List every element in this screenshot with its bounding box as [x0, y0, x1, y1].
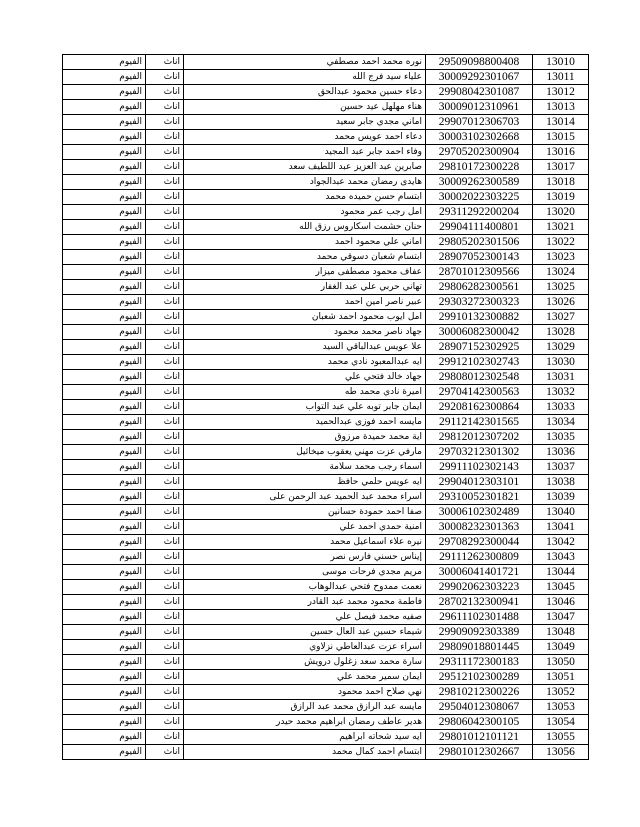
serial-number-cell: 13042 [533, 535, 589, 550]
name-cell: علا عويس عبدالباقي السيد [184, 340, 426, 355]
governorate-cell: الفيوم [63, 490, 146, 505]
name-cell: اماني علي محمود احمد [184, 235, 426, 250]
gender-cell: اناث [146, 460, 184, 475]
national-id-cell: 29910132300882 [426, 310, 533, 325]
governorate-cell: الفيوم [63, 610, 146, 625]
serial-number-cell: 13032 [533, 385, 589, 400]
serial-number-cell: 13050 [533, 655, 589, 670]
gender-cell: اناث [146, 85, 184, 100]
governorate-cell: الفيوم [63, 235, 146, 250]
governorate-cell: الفيوم [63, 325, 146, 340]
national-id-cell: 29509098800408 [426, 55, 533, 70]
name-cell: صابرين عبد العزيز عبد اللطيف سعد [184, 160, 426, 175]
table-row [63, 595, 589, 610]
national-id-cell: 30002022303225 [426, 190, 533, 205]
gender-cell: اناث [146, 175, 184, 190]
governorate-cell: الفيوم [63, 415, 146, 430]
governorate-cell: الفيوم [63, 130, 146, 145]
name-cell: ايه سيد شحاته ابراهيم [184, 730, 426, 745]
serial-number-cell: 13017 [533, 160, 589, 175]
serial-number-cell: 13051 [533, 670, 589, 685]
national-id-cell: 29801012101121 [426, 730, 533, 745]
serial-number-cell: 13038 [533, 475, 589, 490]
governorate-cell: الفيوم [63, 595, 146, 610]
national-id-cell: 28701012309566 [426, 265, 533, 280]
governorate-cell: الفيوم [63, 160, 146, 175]
name-cell: صفا احمد حمودة حسانين [184, 505, 426, 520]
national-id-cell: 29805202301506 [426, 235, 533, 250]
table-row [63, 460, 589, 475]
governorate-cell: الفيوم [63, 535, 146, 550]
gender-cell: اناث [146, 340, 184, 355]
name-cell: دعاء حسين محمود عبدالحق [184, 85, 426, 100]
governorate-cell: الفيوم [63, 190, 146, 205]
gender-cell: اناث [146, 280, 184, 295]
table-row [63, 640, 589, 655]
name-cell: هناء مهلهل عيد حسين [184, 100, 426, 115]
name-cell: مايسه احمد فوزى عبدالحميد [184, 415, 426, 430]
national-id-cell: 29904012303101 [426, 475, 533, 490]
gender-cell: اناث [146, 250, 184, 265]
serial-number-cell: 13056 [533, 745, 589, 760]
serial-number-cell: 13024 [533, 265, 589, 280]
gender-cell: اناث [146, 730, 184, 745]
roster-table [62, 54, 589, 760]
national-id-cell: 29703212301302 [426, 445, 533, 460]
governorate-cell: الفيوم [63, 250, 146, 265]
serial-number-cell: 13037 [533, 460, 589, 475]
national-id-cell: 30006102302489 [426, 505, 533, 520]
table-row [63, 85, 589, 100]
name-cell: ايه عبدالمعبود نادي محمد [184, 355, 426, 370]
serial-number-cell: 13030 [533, 355, 589, 370]
table-row [63, 670, 589, 685]
national-id-cell: 29909092303389 [426, 625, 533, 640]
national-id-cell: 29801012302667 [426, 745, 533, 760]
gender-cell: اناث [146, 205, 184, 220]
serial-number-cell: 13043 [533, 550, 589, 565]
name-cell: هدير عاطف رمضان ابراهيم محمد حيدر [184, 715, 426, 730]
governorate-cell: الفيوم [63, 655, 146, 670]
serial-number-cell: 13055 [533, 730, 589, 745]
governorate-cell: الفيوم [63, 85, 146, 100]
serial-number-cell: 13014 [533, 115, 589, 130]
governorate-cell: الفيوم [63, 520, 146, 535]
table-row [63, 100, 589, 115]
gender-cell: اناث [146, 595, 184, 610]
name-cell: مريم مجدي فرحات موسى [184, 565, 426, 580]
name-cell: سارة محمد سعد زغلول درويش [184, 655, 426, 670]
name-cell: جهاد ناصر محمد محمود [184, 325, 426, 340]
governorate-cell: الفيوم [63, 475, 146, 490]
gender-cell: اناث [146, 295, 184, 310]
national-id-cell: 29907012306703 [426, 115, 533, 130]
governorate-cell: الفيوم [63, 670, 146, 685]
governorate-cell: الفيوم [63, 460, 146, 475]
name-cell: جهاد خالد فتحي علي [184, 370, 426, 385]
national-id-cell: 30006041401721 [426, 565, 533, 580]
table-row [63, 655, 589, 670]
gender-cell: اناث [146, 190, 184, 205]
table-row [63, 625, 589, 640]
national-id-cell: 29504012308067 [426, 700, 533, 715]
name-cell: اية محمد حميدة مرزوق [184, 430, 426, 445]
name-cell: عفاف محمود مصطفى ميزار [184, 265, 426, 280]
name-cell: وفاء احمد جابر عبد المجيد [184, 145, 426, 160]
name-cell: علياء سيد فرج الله [184, 70, 426, 85]
gender-cell: اناث [146, 70, 184, 85]
governorate-cell: الفيوم [63, 625, 146, 640]
national-id-cell: 29902062303223 [426, 580, 533, 595]
table-row [63, 685, 589, 700]
gender-cell: اناث [146, 700, 184, 715]
name-cell: عبير ناصر امين احمد [184, 295, 426, 310]
name-cell: هايدى رمضان محمد عبدالجواد [184, 175, 426, 190]
table-row [63, 325, 589, 340]
name-cell: ايه عويس حلمي حافظ [184, 475, 426, 490]
governorate-cell: الفيوم [63, 565, 146, 580]
governorate-cell: الفيوم [63, 505, 146, 520]
national-id-cell: 29705202300904 [426, 145, 533, 160]
governorate-cell: الفيوم [63, 730, 146, 745]
table-row [63, 295, 589, 310]
gender-cell: اناث [146, 535, 184, 550]
national-id-cell: 29708292300044 [426, 535, 533, 550]
table-row [63, 490, 589, 505]
gender-cell: اناث [146, 370, 184, 385]
name-cell: مارفي عزت مهني يعقوب ميخائيل [184, 445, 426, 460]
table-row [63, 520, 589, 535]
gender-cell: اناث [146, 505, 184, 520]
serial-number-cell: 13031 [533, 370, 589, 385]
gender-cell: اناث [146, 445, 184, 460]
serial-number-cell: 13049 [533, 640, 589, 655]
governorate-cell: الفيوم [63, 55, 146, 70]
governorate-cell: الفيوم [63, 175, 146, 190]
national-id-cell: 30008232301363 [426, 520, 533, 535]
gender-cell: اناث [146, 745, 184, 760]
table-row [63, 745, 589, 760]
national-id-cell: 29208162300864 [426, 400, 533, 415]
table-row [63, 340, 589, 355]
gender-cell: اناث [146, 715, 184, 730]
gender-cell: اناث [146, 220, 184, 235]
national-id-cell: 29810172300228 [426, 160, 533, 175]
national-id-cell: 29904111400801 [426, 220, 533, 235]
national-id-cell: 29611102301488 [426, 610, 533, 625]
table-row [63, 190, 589, 205]
governorate-cell: الفيوم [63, 580, 146, 595]
name-cell: ابتسام حسن حميده محمد [184, 190, 426, 205]
governorate-cell: الفيوم [63, 370, 146, 385]
table-row [63, 700, 589, 715]
gender-cell: اناث [146, 625, 184, 640]
table-row [63, 565, 589, 580]
gender-cell: اناث [146, 400, 184, 415]
national-id-cell: 28907152302925 [426, 340, 533, 355]
serial-number-cell: 13027 [533, 310, 589, 325]
table-row [63, 370, 589, 385]
governorate-cell: الفيوم [63, 445, 146, 460]
table-row [63, 400, 589, 415]
national-id-cell: 29311292200204 [426, 205, 533, 220]
national-id-cell: 29810212300226 [426, 685, 533, 700]
table-row [63, 505, 589, 520]
serial-number-cell: 13020 [533, 205, 589, 220]
governorate-cell: الفيوم [63, 430, 146, 445]
governorate-cell: الفيوم [63, 100, 146, 115]
governorate-cell: الفيوم [63, 715, 146, 730]
gender-cell: اناث [146, 115, 184, 130]
national-id-cell: 29912102302743 [426, 355, 533, 370]
table-row [63, 355, 589, 370]
national-id-cell: 29310052301821 [426, 490, 533, 505]
table-row [63, 310, 589, 325]
gender-cell: اناث [146, 235, 184, 250]
national-id-cell: 29303272300323 [426, 295, 533, 310]
serial-number-cell: 13033 [533, 400, 589, 415]
governorate-cell: الفيوم [63, 640, 146, 655]
name-cell: امل رجب عمر محمود [184, 205, 426, 220]
serial-number-cell: 13044 [533, 565, 589, 580]
table-row [63, 610, 589, 625]
gender-cell: اناث [146, 55, 184, 70]
table-row [63, 205, 589, 220]
name-cell: مايسه عبد الرازق محمد عبد الرازق [184, 700, 426, 715]
governorate-cell: الفيوم [63, 265, 146, 280]
governorate-cell: الفيوم [63, 550, 146, 565]
governorate-cell: الفيوم [63, 745, 146, 760]
gender-cell: اناث [146, 325, 184, 340]
table-row [63, 415, 589, 430]
national-id-cell: 29111262300809 [426, 550, 533, 565]
name-cell: فاطمة محمود محمد عبد القادر [184, 595, 426, 610]
serial-number-cell: 13045 [533, 580, 589, 595]
serial-number-cell: 13012 [533, 85, 589, 100]
table-row [63, 145, 589, 160]
national-id-cell: 30009262300589 [426, 175, 533, 190]
gender-cell: اناث [146, 145, 184, 160]
name-cell: نعمت ممدوح فتحي عبدالوهاب [184, 580, 426, 595]
table-row [63, 250, 589, 265]
gender-cell: اناث [146, 655, 184, 670]
national-id-cell: 30006082300042 [426, 325, 533, 340]
national-id-cell: 29112142301565 [426, 415, 533, 430]
serial-number-cell: 13048 [533, 625, 589, 640]
table-row [63, 580, 589, 595]
national-id-cell: 29512102300289 [426, 670, 533, 685]
serial-number-cell: 13040 [533, 505, 589, 520]
serial-number-cell: 13021 [533, 220, 589, 235]
governorate-cell: الفيوم [63, 385, 146, 400]
serial-number-cell: 13041 [533, 520, 589, 535]
serial-number-cell: 13028 [533, 325, 589, 340]
name-cell: تهاني حربي علي عبد الغفار [184, 280, 426, 295]
name-cell: اسراء عزت عبدالعاطي نزلاوي [184, 640, 426, 655]
gender-cell: اناث [146, 580, 184, 595]
governorate-cell: الفيوم [63, 400, 146, 415]
serial-number-cell: 13023 [533, 250, 589, 265]
table-row [63, 130, 589, 145]
table-row [63, 265, 589, 280]
table-row [63, 430, 589, 445]
governorate-cell: الفيوم [63, 145, 146, 160]
gender-cell: اناث [146, 520, 184, 535]
national-id-cell: 28702132300941 [426, 595, 533, 610]
name-cell: ايمان جابر توبه علي عبد التواب [184, 400, 426, 415]
gender-cell: اناث [146, 265, 184, 280]
name-cell: ايمان سمير محمد علي [184, 670, 426, 685]
gender-cell: اناث [146, 685, 184, 700]
gender-cell: اناث [146, 385, 184, 400]
national-id-cell: 29911102302143 [426, 460, 533, 475]
name-cell: ابتسام شعبان دسوقي محمد [184, 250, 426, 265]
table-row [63, 70, 589, 85]
table-row [63, 535, 589, 550]
serial-number-cell: 13034 [533, 415, 589, 430]
governorate-cell: الفيوم [63, 295, 146, 310]
gender-cell: اناث [146, 550, 184, 565]
table-row [63, 280, 589, 295]
table-row [63, 235, 589, 250]
gender-cell: اناث [146, 490, 184, 505]
serial-number-cell: 13039 [533, 490, 589, 505]
gender-cell: اناث [146, 610, 184, 625]
serial-number-cell: 13013 [533, 100, 589, 115]
gender-cell: اناث [146, 100, 184, 115]
table-row [63, 550, 589, 565]
table-row [63, 175, 589, 190]
roster-body [63, 55, 589, 760]
serial-number-cell: 13046 [533, 595, 589, 610]
serial-number-cell: 13054 [533, 715, 589, 730]
national-id-cell: 29704142300563 [426, 385, 533, 400]
name-cell: اميرة نادي محمد طه [184, 385, 426, 400]
gender-cell: اناث [146, 160, 184, 175]
national-id-cell: 30009292301067 [426, 70, 533, 85]
serial-number-cell: 13018 [533, 175, 589, 190]
table-row [63, 115, 589, 130]
national-id-cell: 28907052300143 [426, 250, 533, 265]
gender-cell: اناث [146, 640, 184, 655]
gender-cell: اناث [146, 475, 184, 490]
serial-number-cell: 13015 [533, 130, 589, 145]
governorate-cell: الفيوم [63, 355, 146, 370]
name-cell: اسراء محمد عبد الحميد عبد الرحمن على [184, 490, 426, 505]
table-row [63, 475, 589, 490]
table-row [63, 730, 589, 745]
serial-number-cell: 13019 [533, 190, 589, 205]
table-row [63, 715, 589, 730]
gender-cell: اناث [146, 130, 184, 145]
table-row [63, 160, 589, 175]
gender-cell: اناث [146, 415, 184, 430]
name-cell: اسماء رجب محمد سلامة [184, 460, 426, 475]
name-cell: صفيه محمد فيصل علي [184, 610, 426, 625]
governorate-cell: الفيوم [63, 115, 146, 130]
table-row [63, 445, 589, 460]
gender-cell: اناث [146, 430, 184, 445]
name-cell: شيماء حسين عبد العال حسين [184, 625, 426, 640]
serial-number-cell: 13035 [533, 430, 589, 445]
name-cell: إيناس حسني فارس نصر [184, 550, 426, 565]
governorate-cell: الفيوم [63, 340, 146, 355]
governorate-cell: الفيوم [63, 220, 146, 235]
governorate-cell: الفيوم [63, 280, 146, 295]
serial-number-cell: 13022 [533, 235, 589, 250]
serial-number-cell: 13010 [533, 55, 589, 70]
serial-number-cell: 13026 [533, 295, 589, 310]
national-id-cell: 29806042300105 [426, 715, 533, 730]
serial-number-cell: 13053 [533, 700, 589, 715]
name-cell: ابتسام احمد كمال محمد [184, 745, 426, 760]
name-cell: نيره علاء اسماعيل محمد [184, 535, 426, 550]
name-cell: نوره محمد احمد مصطفي [184, 55, 426, 70]
national-id-cell: 29311172300183 [426, 655, 533, 670]
national-id-cell: 30009012310961 [426, 100, 533, 115]
name-cell: دعاء احمد عويس محمد [184, 130, 426, 145]
table-row [63, 220, 589, 235]
national-id-cell: 29808012302548 [426, 370, 533, 385]
gender-cell: اناث [146, 565, 184, 580]
gender-cell: اناث [146, 310, 184, 325]
gender-cell: اناث [146, 670, 184, 685]
serial-number-cell: 13052 [533, 685, 589, 700]
name-cell: امنية حمدي احمد علي [184, 520, 426, 535]
name-cell: امل ايوب محمود احمد شعبان [184, 310, 426, 325]
serial-number-cell: 13029 [533, 340, 589, 355]
governorate-cell: الفيوم [63, 70, 146, 85]
governorate-cell: الفيوم [63, 685, 146, 700]
governorate-cell: الفيوم [63, 700, 146, 715]
serial-number-cell: 13025 [533, 280, 589, 295]
table-row [63, 55, 589, 70]
national-id-cell: 29809018801445 [426, 640, 533, 655]
governorate-cell: الفيوم [63, 205, 146, 220]
name-cell: نهي صلاح احمد محمود [184, 685, 426, 700]
gender-cell: اناث [146, 355, 184, 370]
serial-number-cell: 13011 [533, 70, 589, 85]
national-id-cell: 29806282300561 [426, 280, 533, 295]
name-cell: حنان حشمت اسكاروس رزق الله [184, 220, 426, 235]
national-id-cell: 29908042301087 [426, 85, 533, 100]
governorate-cell: الفيوم [63, 310, 146, 325]
name-cell: اماني مجدي جابر سعيد [184, 115, 426, 130]
national-id-cell: 29812012307202 [426, 430, 533, 445]
serial-number-cell: 13036 [533, 445, 589, 460]
table-row [63, 385, 589, 400]
serial-number-cell: 13016 [533, 145, 589, 160]
serial-number-cell: 13047 [533, 610, 589, 625]
national-id-cell: 30003102302668 [426, 130, 533, 145]
